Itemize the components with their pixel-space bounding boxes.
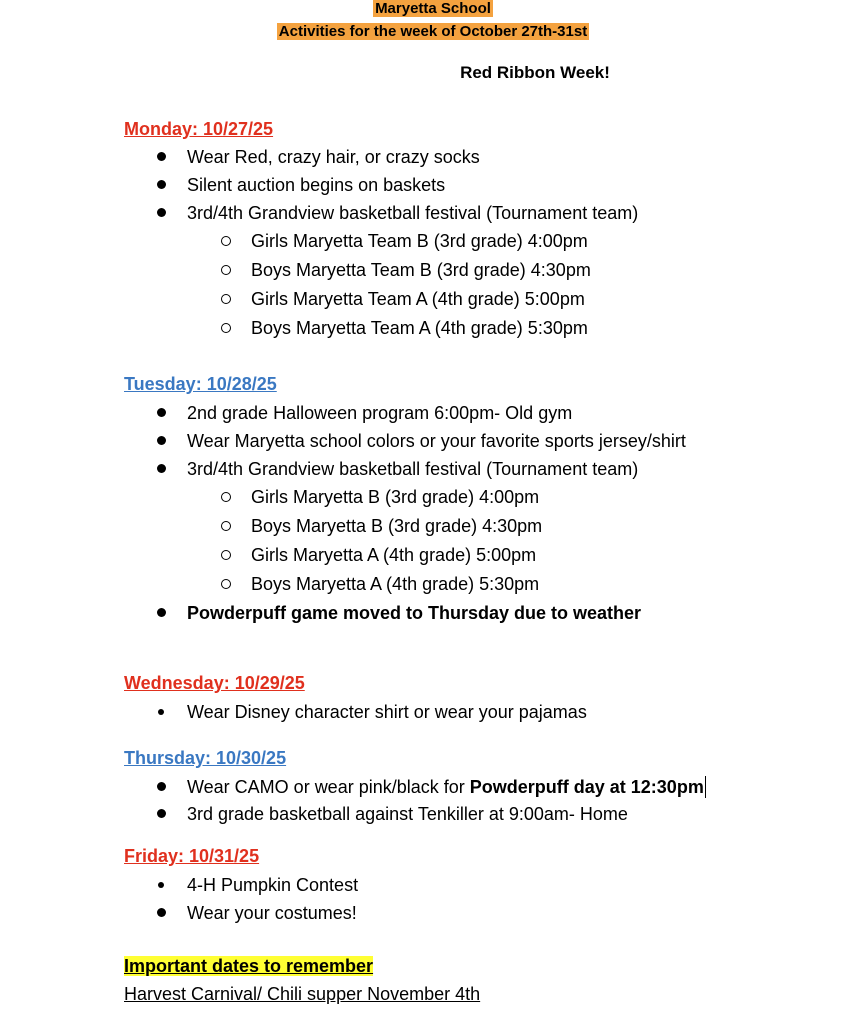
monday-heading: Monday: 10/27/25 — [124, 119, 274, 139]
thursday-heading: Thursday: 10/30/25 — [124, 748, 287, 768]
bullet-icon — [157, 152, 166, 161]
bullet-icon — [157, 809, 166, 818]
important-heading-text: Important dates to remember — [124, 956, 374, 976]
bullet-icon — [157, 782, 166, 791]
tuesday-item-2: Wear Maryetta school colors or your favorite sports jersey/shirt — [187, 431, 686, 451]
tuesday-item-1: 2nd grade Halloween program 6:00pm- Old gym — [187, 403, 573, 423]
school-name-line — [0, 0, 866, 20]
friday-item-2: Wear your costumes! — [187, 903, 357, 923]
thursday-item-1-bold: Powderpuff day at 12:30pm — [469, 777, 704, 797]
tuesday-item-3: 3rd/4th Grandview basketball festival (Tournament team) — [187, 459, 639, 479]
monday-item-3: 3rd/4th Grandview basketball festival (Tournament team) — [187, 203, 639, 223]
tuesday-subitem-4: Boys Maryetta A (4th grade) 5:30pm — [251, 574, 540, 594]
bullet-icon — [158, 882, 164, 888]
bullet-icon — [157, 908, 166, 917]
bullet-icon — [157, 464, 166, 473]
bullet-icon — [157, 208, 166, 217]
circle-bullet-icon — [221, 550, 231, 560]
thursday-item-1-text: Wear CAMO or wear pink/black for — [187, 777, 470, 797]
bullet-icon — [157, 608, 166, 617]
wednesday-heading: Wednesday: 10/29/25 — [124, 673, 305, 693]
tuesday-note: Powderpuff game moved to Thursday due to weather — [187, 603, 642, 623]
week-title: Activities for the week of October 27th-31st — [278, 23, 588, 40]
monday-subitem-3: Girls Maryetta Team A (4th grade) 5:00pm — [251, 289, 585, 309]
circle-bullet-icon — [221, 521, 231, 531]
wednesday-item-1: Wear Disney character shirt or wear your pajamas — [187, 702, 587, 722]
monday-subitem-2: Boys Maryetta Team B (3rd grade) 4:30pm — [251, 260, 591, 280]
circle-bullet-icon — [221, 492, 231, 502]
bullet-icon — [157, 436, 166, 445]
theme-title: Red Ribbon Week! — [460, 63, 610, 82]
circle-bullet-icon — [221, 265, 231, 275]
tuesday-heading: Tuesday: 10/28/25 — [124, 374, 277, 394]
tuesday-subitem-2: Boys Maryetta B (3rd grade) 4:30pm — [251, 516, 543, 536]
bullet-icon — [157, 180, 166, 189]
friday-item-1: 4-H Pumpkin Contest — [187, 875, 359, 895]
thursday-item-2: 3rd grade basketball against Tenkiller at 9:00am- Home — [187, 804, 628, 824]
tuesday-subitem-1: Girls Maryetta B (3rd grade) 4:00pm — [251, 487, 540, 507]
circle-bullet-icon — [221, 294, 231, 304]
bullet-icon — [157, 408, 166, 417]
circle-bullet-icon — [221, 236, 231, 246]
monday-item-1: Wear Red, crazy hair, or crazy socks — [187, 147, 480, 167]
monday-subitem-1: Girls Maryetta Team B (3rd grade) 4:00pm — [251, 231, 588, 251]
important-heading — [124, 955, 373, 977]
important-date-line: Harvest Carnival/ Chili supper November 4th — [124, 984, 481, 1004]
friday-heading: Friday: 10/31/25 — [124, 846, 260, 866]
text-cursor — [705, 776, 707, 798]
tuesday-subitem-3: Girls Maryetta A (4th grade) 5:00pm — [251, 545, 537, 565]
circle-bullet-icon — [221, 323, 231, 333]
circle-bullet-icon — [221, 579, 231, 589]
week-line — [0, 21, 866, 43]
monday-item-2: Silent auction begins on baskets — [187, 175, 446, 195]
thursday-item-1 — [187, 776, 706, 798]
bullet-icon — [158, 709, 164, 715]
school-name: Maryetta School — [375, 0, 491, 17]
monday-subitem-4: Boys Maryetta Team A (4th grade) 5:30pm — [251, 318, 588, 338]
